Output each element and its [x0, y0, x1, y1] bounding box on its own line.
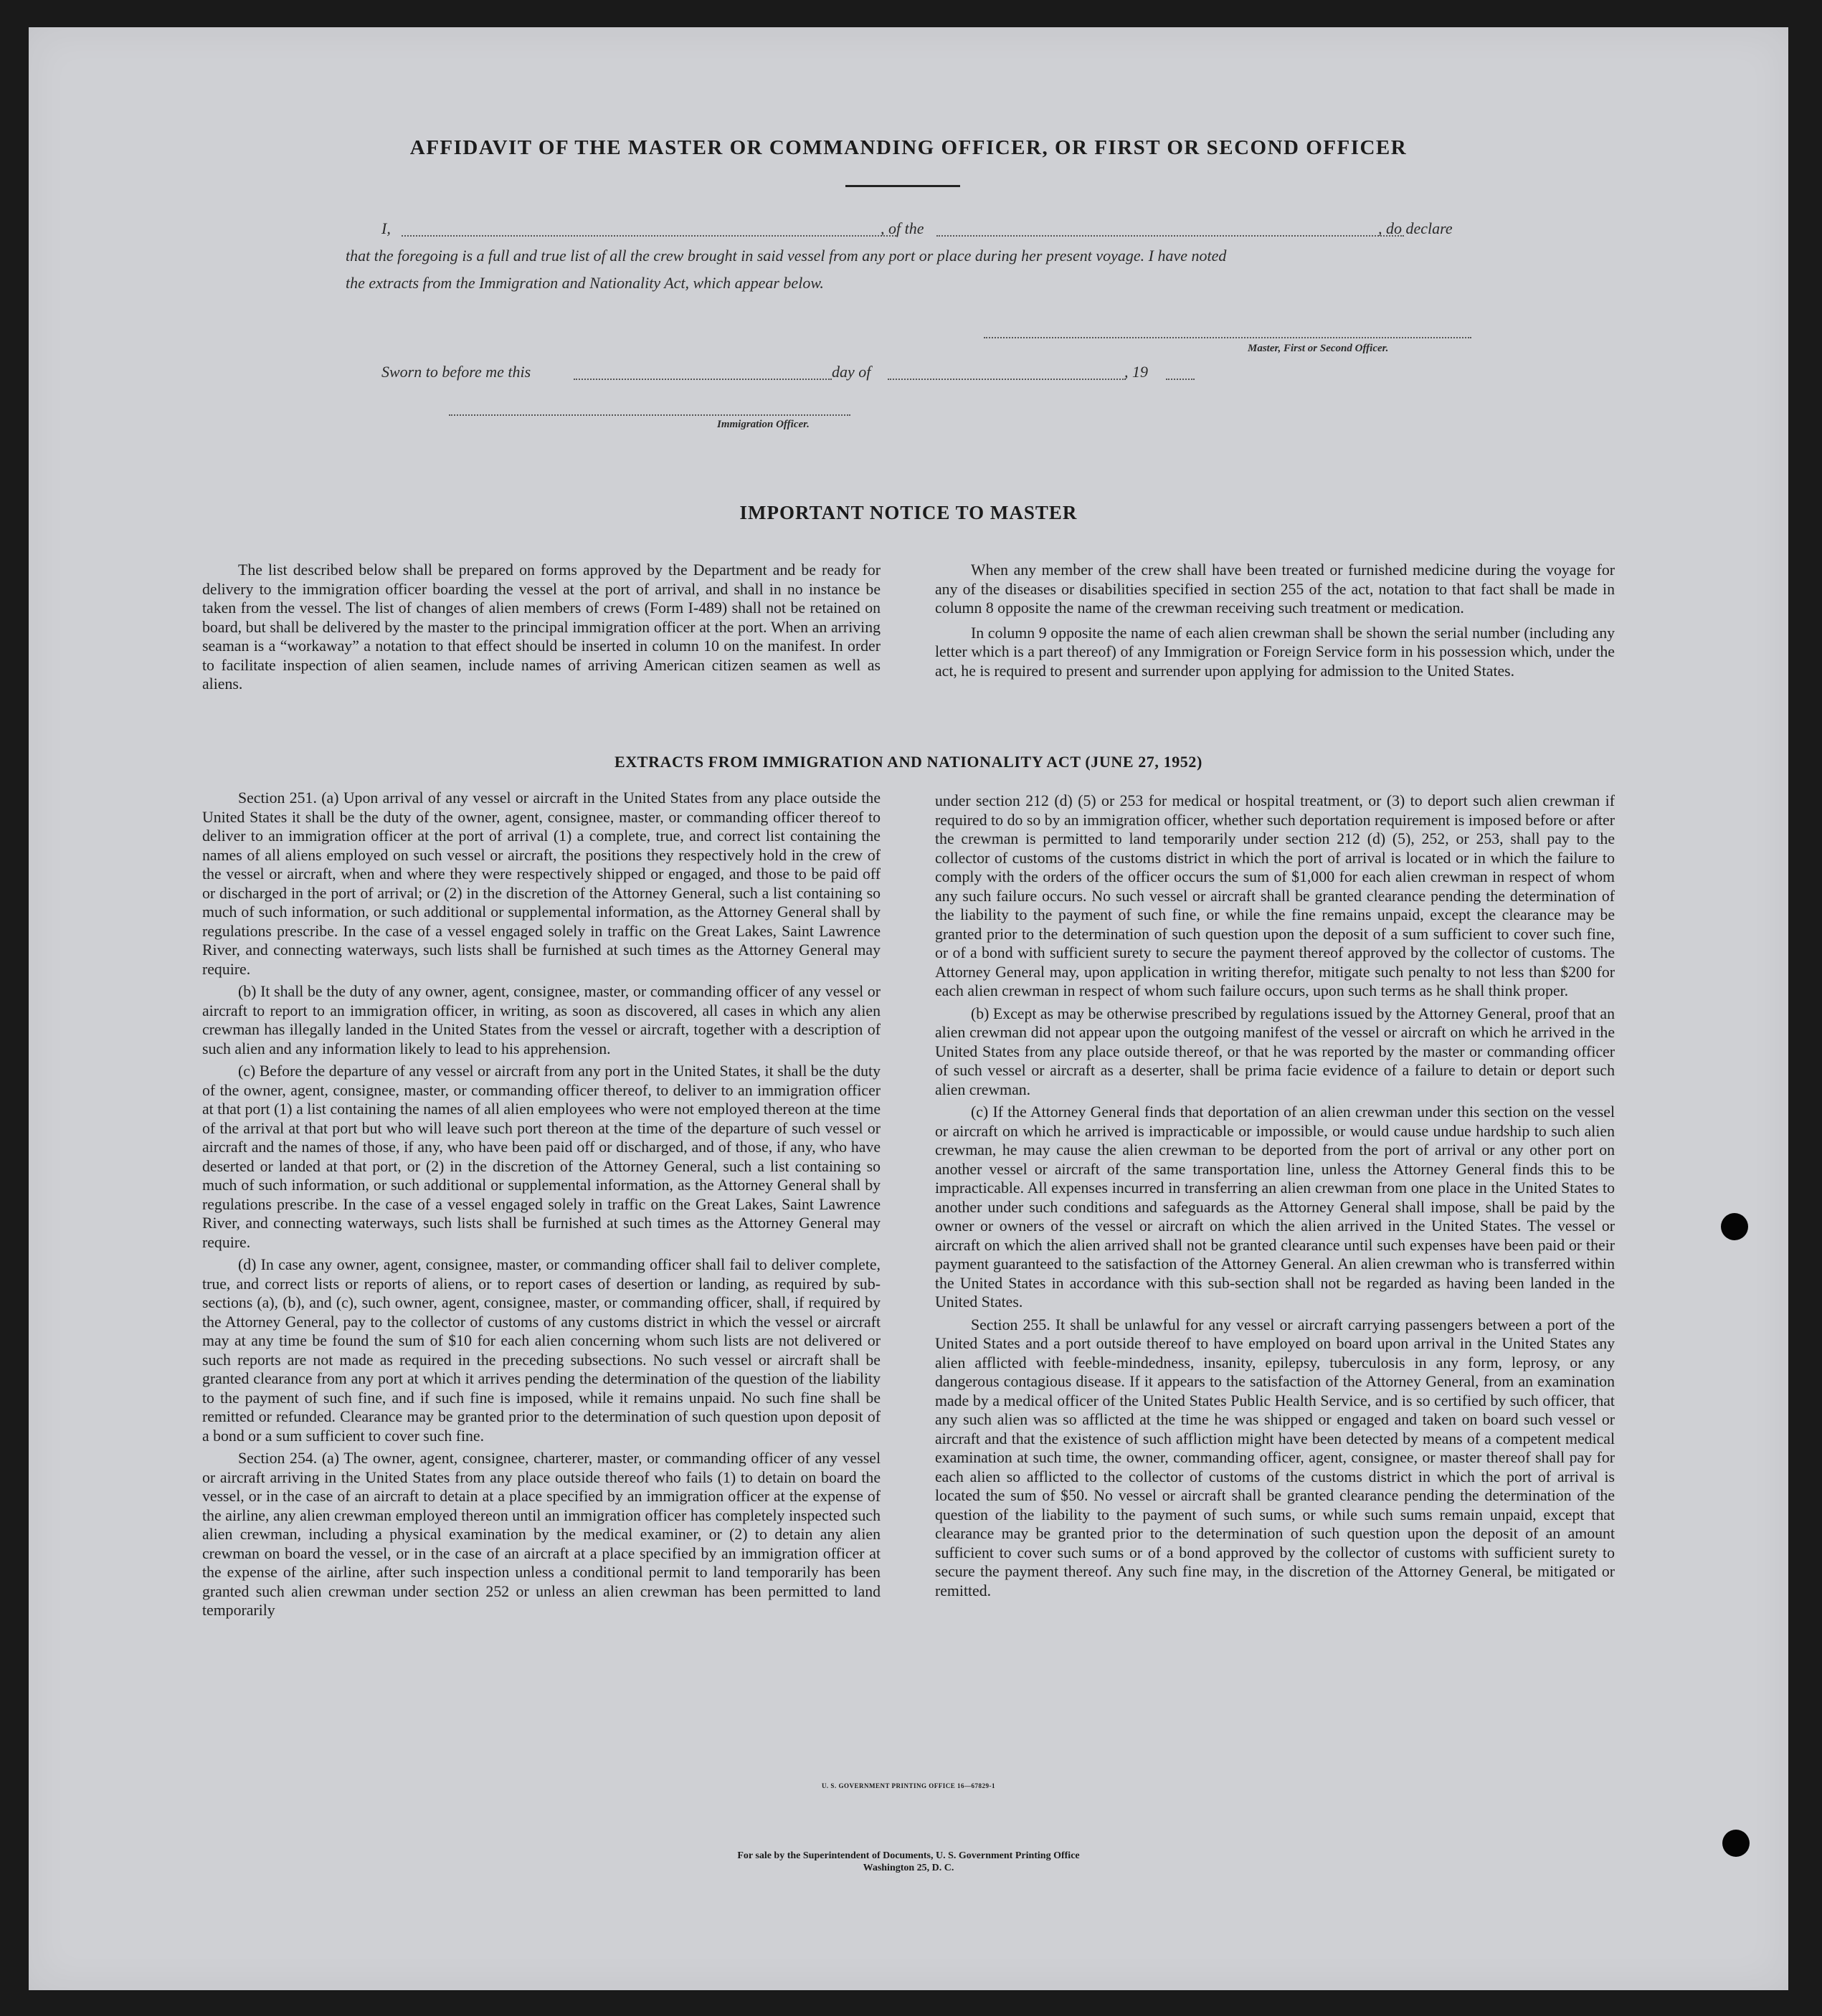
punch-hole-upper [1721, 1213, 1748, 1240]
section-254-b: (b) Except as may be otherwise prescribed by regulations issued by the Attorney General, proof that an alien crewman did not appear upon the outgoing manifest of the vessel or aircraft on which he arrived in the United States from any place outside thereof, or that he was reported by the master or commanding officer of such vessel or aircraft as a deserter, shall be prima facie evidence of a failure to detain or deport such alien crewman. [935, 1004, 1615, 1098]
section-255: Section 255. It shall be unlawful for any vessel or aircraft carrying passengers between a port of the United States and a port outside thereof to have employed on board upon arrival in the United States any alien afflicted with feeble-mindedness, insanity, epilepsy, tuberculosis in any form, leprosy, or any dangerous contagious disease. If it appears to the satisfaction of the Attorney General, from an examination made by a medical officer of the United States Public Health Service, and is so certified by such officer, that any such alien was so afflicted at the time he was shipped or engaged and taken on board such vessel or aircraft and that the existence of such affliction might have been detected by means of a competent medical examination at such time, the owner, commanding officer, agent, consignee, or master thereof shall pay for each alien so afflicted to the collector of customs of the customs district in which the port of arrival is located the sum of $50. No vessel or aircraft shall be granted clearance pending the determination of the question of the liability to the payment of such sums, or while such sums remain unpaid, except that clearance may be granted prior to the determination of such question upon the deposit of an amount sufficient to cover such sums or of a bond approved by the collector of customs with sufficient surety to secure the payment thereof. Any such fine may, in the discretion of the Attorney General, be mitigated or remitted. [935, 1316, 1615, 1599]
notice-left-paragraph: The list described below shall be prepared on forms approved by the Department and be ready for delivery to the immigration officer boarding the vessel at the port of arrival, and shall in no instance be taken from the vessel. The list of changes of alien members of crews (Form I-489) shall not be retained on board, but shall be delivered by the master to the principal immigration officer at the port. When an arriving seaman is a “workaway” a notation to that effect should be inserted in column 10 on the manifest. In order to facilitate inspection of alien seamen, include names of arriving American citizen seamen as well as aliens. [202, 561, 881, 693]
day-of-label: day of [832, 363, 871, 381]
immigration-officer-caption: Immigration Officer. [717, 419, 810, 430]
sworn-day-blank [574, 379, 832, 380]
extracts-title: EXTRACTS FROM IMMIGRATION AND NATIONALITY ACT (JUNE 27, 1952) [615, 753, 1202, 771]
section-254-c: (c) If the Attorney General finds that deportation of an alien crewman under this section on the vessel or aircraft on which he arrived is impracticable or impossible, or would cause undue hardship to such alien crewman, he may cause the alien crewman to be deported from the port of arrival or any other port on another vessel or aircraft of the same transportation line, unless the Attorney General finds this to be impracticable. All expenses incurred in transferring an alien crewman from one place in the United States to another under such conditions and safeguards as the Attorney General shall impose, shall be paid by the owner or owners of the vessel or aircraft on which the alien arrived in the United States. The vessel or aircraft on which the alien arrived shall not be granted clearance until such expenses have been paid or their payment guaranteed to the satisfaction of the Attorney General. An alien crewman who is transferred within the United States in accordance with this sub-section shall not be regarded as having been landed in the United States. [935, 1103, 1615, 1311]
sworn-month-blank [888, 379, 1126, 380]
of-the-label: , of the [881, 219, 924, 237]
do-declare-label: , do declare [1378, 219, 1453, 237]
master-signature-line [984, 337, 1471, 338]
printer-imprint: U. S. GOVERNMENT PRINTING OFFICE 16—67829-1 [821, 1782, 996, 1789]
master-caption: Master, First or Second Officer. [1248, 343, 1389, 354]
affidavit-statement-line2: the extracts from the Immigration and Nationality Act, which appear below. [346, 274, 824, 292]
document-page [29, 27, 1788, 1990]
affidavit-statement-line1: that the foregoing is a full and true list of all the crew brought in said vessel from any port or place during her present voyage. I have noted [346, 247, 1227, 265]
notice-right-paragraph-1: When any member of the crew shall have been treated or furnished medicine during the voyage for any of the diseases or disabilities specified in section 255 of the act, notation to that fact shall be made in column 8 opposite the name of the crewman receiving such treatment or medication. [935, 561, 1615, 617]
section-251-b: (b) It shall be the duty of any owner, agent, consignee, master, or commanding officer of any vessel or aircraft to report to an immigration officer, in writing, as soon as discovered, all cases in which any alien crewman has illegally landed in the United States from the vessel or aircraft, together with a description of such alien and any information likely to lead to his apprehension. [202, 983, 881, 1057]
section-254-a-continued: under section 212 (d) (5) or 253 for medical or hospital treatment, or (3) to deport such alien crewman if required to do so by an immigration officer, whether such deportation requirement is imposed before or after the crewman is permitted to land temporarily under section 212 (d) (5), 252, or 253, shall pay to the collector of customs of the customs district in which the port of arrival is located or in which the failure to comply with the orders of the officer occurs the sum of $1,000 for each alien crewman in respect of whom any such failure occurs. No such vessel or aircraft shall be granted clearance pending the determination of the liability to the payment of such fine, or while the fine remains unpaid, except the clearance may be granted prior to the determination of such question upon the deposit of a sum sufficient to cover such fine, or of a bond with sufficient surety to secure the payment thereof approved by the collector of customs. The Attorney General may, upon application in writing therefor, mitigate such penalty to not less than $200 for each alien crewman in respect of whom such failure occurs, upon such terms as he shall think proper. [935, 792, 1615, 999]
section-251-d: (d) In case any owner, agent, consignee, master, or commanding officer shall fail to deliver complete, true, and correct lists or reports of aliens, or to report cases of desertion or landing, as required by sub-sections (a), (b), and (c), such owner, agent, consignee, master, or commanding officer, shall, if required by the Attorney General, pay to the collector of customs of any customs district in which the vessel or aircraft may at any time be found the sum of $10 for each alien concerning whom such lists are not delivered or such reports are not made as required in the preceding subsections. No such vessel or aircraft shall be granted clearance from any port at which it arrives pending the determination of the question of the liability to the payment of such fine, and if such fine is imposed, while it remains unpaid. No such fine shall be remitted or refunded. Clearance may be granted prior to the determination of such question upon deposit of a bond or a sum sufficient to cover such fine. [202, 1256, 881, 1445]
vessel-blank [936, 235, 1404, 237]
sworn-year-blank [1166, 379, 1195, 380]
year-label: , 19 [1124, 363, 1148, 381]
section-251-c: (c) Before the departure of any vessel or aircraft from any port in the United States, it shall be the duty of the owner, agent, consignee, master, or commanding officer thereof, to deliver to an immigration officer at that port (1) a list containing the names of all alien employees who were not employed thereon at the time of the arrival at that port but who will leave such port thereon at the time of the departure of such vessel or aircraft and the names of those, if any, who have been paid off or discharged, and of those, if any, who have deserted or landed at that port, or (2) in the discretion of the Attorney General, such a list containing so much of such information, or such additional or supplemental information, as the Attorney General shall by regulations prescribe. In the case of a vessel engaged solely in traffic on the Great Lakes, Saint Lawrence River, and connecting waterways, such lists shall be furnished at such times as the Attorney General may require. [202, 1062, 881, 1251]
notice-right-column [935, 561, 1615, 684]
extracts-left-column [202, 789, 881, 1624]
sale-line-2: Washington 25, D. C. [863, 1863, 954, 1873]
affidavit-title: AFFIDAVIT OF THE MASTER OR COMMANDING OFFICER, OR FIRST OR SECOND OFFICER [409, 136, 1408, 159]
sale-notice [29, 1850, 1788, 1874]
section-251-a: Section 251. (a) Upon arrival of any vessel or aircraft in the United States from any place outside the United States it shall be the duty of the owner, agent, consignee, master, or commanding officer thereof to deliver to an immigration officer at the port of arrival (1) a complete, true, and correct list containing the names of all aliens employed on such vessel or aircraft, the positions they respectively hold in the crew of the vessel or aircraft, when and where they were respectively shipped or engaged, and those to be paid off or discharged in the port of arrival; or (2) in the discretion of the Attorney General, such a list containing so much of such information, or such additional or supplemental information, as the Attorney General shall by regulations prescribe. In the case of a vessel engaged solely in traffic on the Great Lakes, Saint Lawrence River, and connecting waterways, such lists shall be furnished at such times as the Attorney General may require. [202, 789, 881, 978]
notice-right-paragraph-2: In column 9 opposite the name of each alien crewman shall be shown the serial number (including any letter which is a part thereof) of any Immigration or Foreign Service form in his possession which, under the act, he is required to present and surrender upon applying for admission to the United States. [935, 624, 1615, 680]
i-label: I, [381, 219, 391, 237]
immigration-officer-signature-line [449, 414, 850, 416]
section-254-a: Section 254. (a) The owner, agent, consignee, charterer, master, or commanding officer of any vessel or aircraft arriving in the United States from any place outside thereof who fails (1) to detain on board the vessel, or in the case of an aircraft to detain at a place specified by an immigration officer at the expense of the airline, any alien crewman employed thereon until an immigration officer has completely inspected such alien crewman, including a physical examination by the medical examiner, or (2) to detain any alien crewman on board the vessel, or in the case of an aircraft at a place specified by an immigration officer at the expense of the airline, after such inspection unless a conditional permit to land temporarily has been granted such alien crewman under section 252 or unless an alien crewman has been permitted to land temporarily [202, 1450, 881, 1619]
punch-hole-lower [1722, 1830, 1750, 1857]
notice-title: IMPORTANT NOTICE TO MASTER [739, 502, 1078, 523]
sworn-label: Sworn to before me this [381, 363, 531, 381]
notice-left-column [202, 561, 881, 698]
extracts-right-column [935, 791, 1615, 1604]
sale-line-1: For sale by the Superintendent of Documents, U. S. Government Printing Office [737, 1850, 1080, 1861]
title-rule [845, 185, 960, 187]
name-blank [402, 235, 896, 237]
